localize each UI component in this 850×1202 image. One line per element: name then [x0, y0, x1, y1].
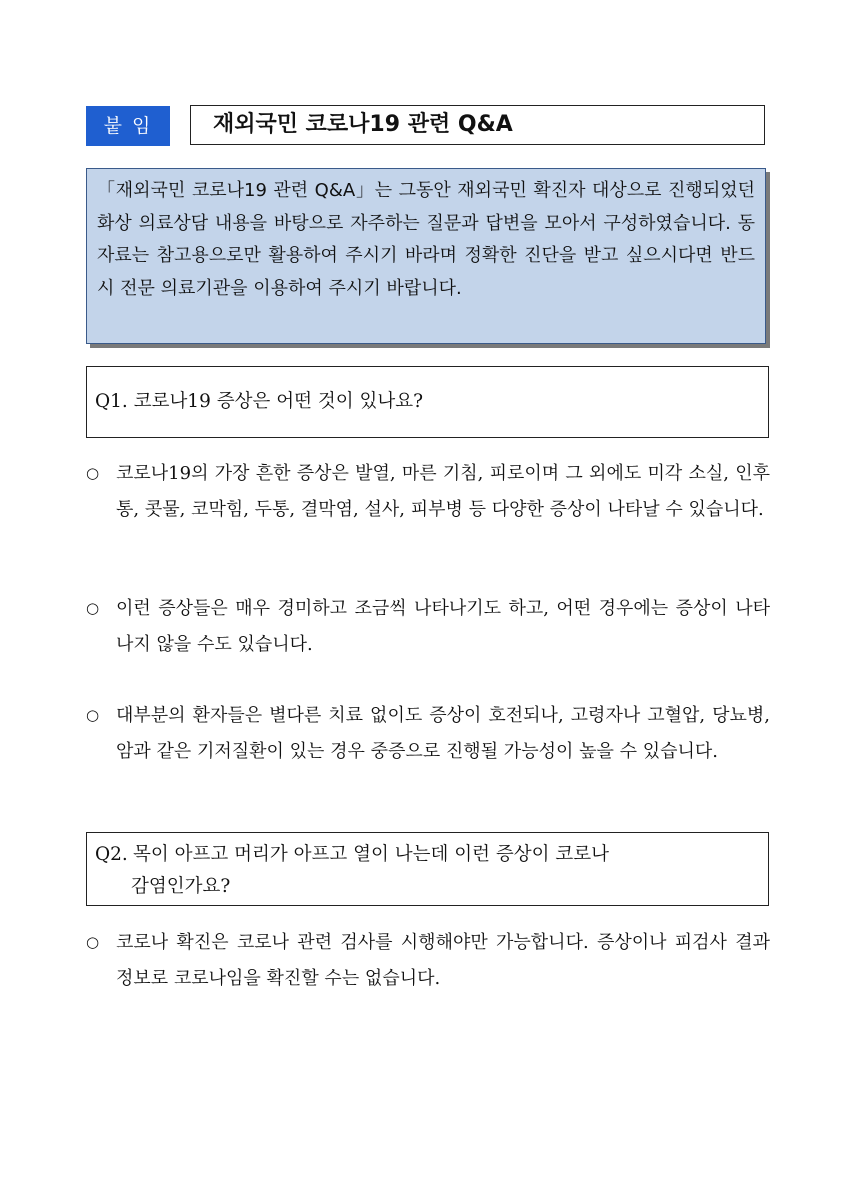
bullet-icon: ○ — [86, 599, 100, 617]
bullet-icon: ○ — [86, 706, 100, 724]
answer-item — [86, 456, 770, 527]
answer-text: 대부분의 환자들은 별다른 치료 없이도 증상이 호전되나, 고령자나 고혈압, 당뇨병, 암과 같은 기저질환이 있는 경우 중증으로 진행될 가능성이 높을 수 있습니다. — [116, 705, 770, 762]
bullet-icon: ○ — [86, 933, 100, 951]
answer-text: 코로나19의 가장 흔한 증상은 발열, 마른 기침, 피로이며 그 외에도 미각 소실, 인후통, 콧물, 코막힘, 두통, 결막염, 설사, 피부병 등 다양한 증상이 나타날 수 있습니다. — [116, 463, 770, 520]
question-text-line1: 목이 아프고 머리가 아프고 열이 나는데 이런 증상이 코로나 — [133, 844, 609, 865]
answer-item — [86, 698, 770, 769]
answer-text: 코로나 확진은 코로나 관련 검사를 시행해야만 가능합니다. 증상이나 피검사 결과 정보로 코로나임을 확진할 수는 없습니다. — [116, 932, 770, 989]
answer-item — [86, 925, 770, 996]
answer-item — [86, 591, 770, 662]
question-box-q2 — [86, 832, 769, 906]
answer-text: 이런 증상들은 매우 경미하고 조금씩 나타나기도 하고, 어떤 경우에는 증상이 나타나지 않을 수도 있습니다. — [116, 598, 770, 655]
question-text-line2: 감염인가요? — [131, 876, 231, 897]
question-text: Q1. 코로나19 증상은 어떤 것이 있나요? — [95, 391, 424, 412]
document-title: 재외국민 코로나19 관련 Q&A — [190, 105, 765, 145]
bullet-icon: ○ — [86, 464, 100, 482]
intro-notice-box — [86, 168, 766, 344]
attachment-badge: 붙 임 — [86, 106, 170, 146]
question-box-q1 — [86, 366, 769, 438]
question-label: Q2. — [95, 844, 128, 865]
intro-text: 「재외국민 코로나19 관련 Q&A」는 그동안 재외국민 확진자 대상으로 진행되었던 화상 의료상담 내용을 바탕으로 자주하는 질문과 답변을 모아서 구성하였습니다. 동 자료는 참고용으로만 활용하여 주시기 바라며 정확한 진단을 받고 싶으시다면 반드시 전문 의료기관을 이용하여 주시기 바랍니다. — [97, 180, 755, 299]
